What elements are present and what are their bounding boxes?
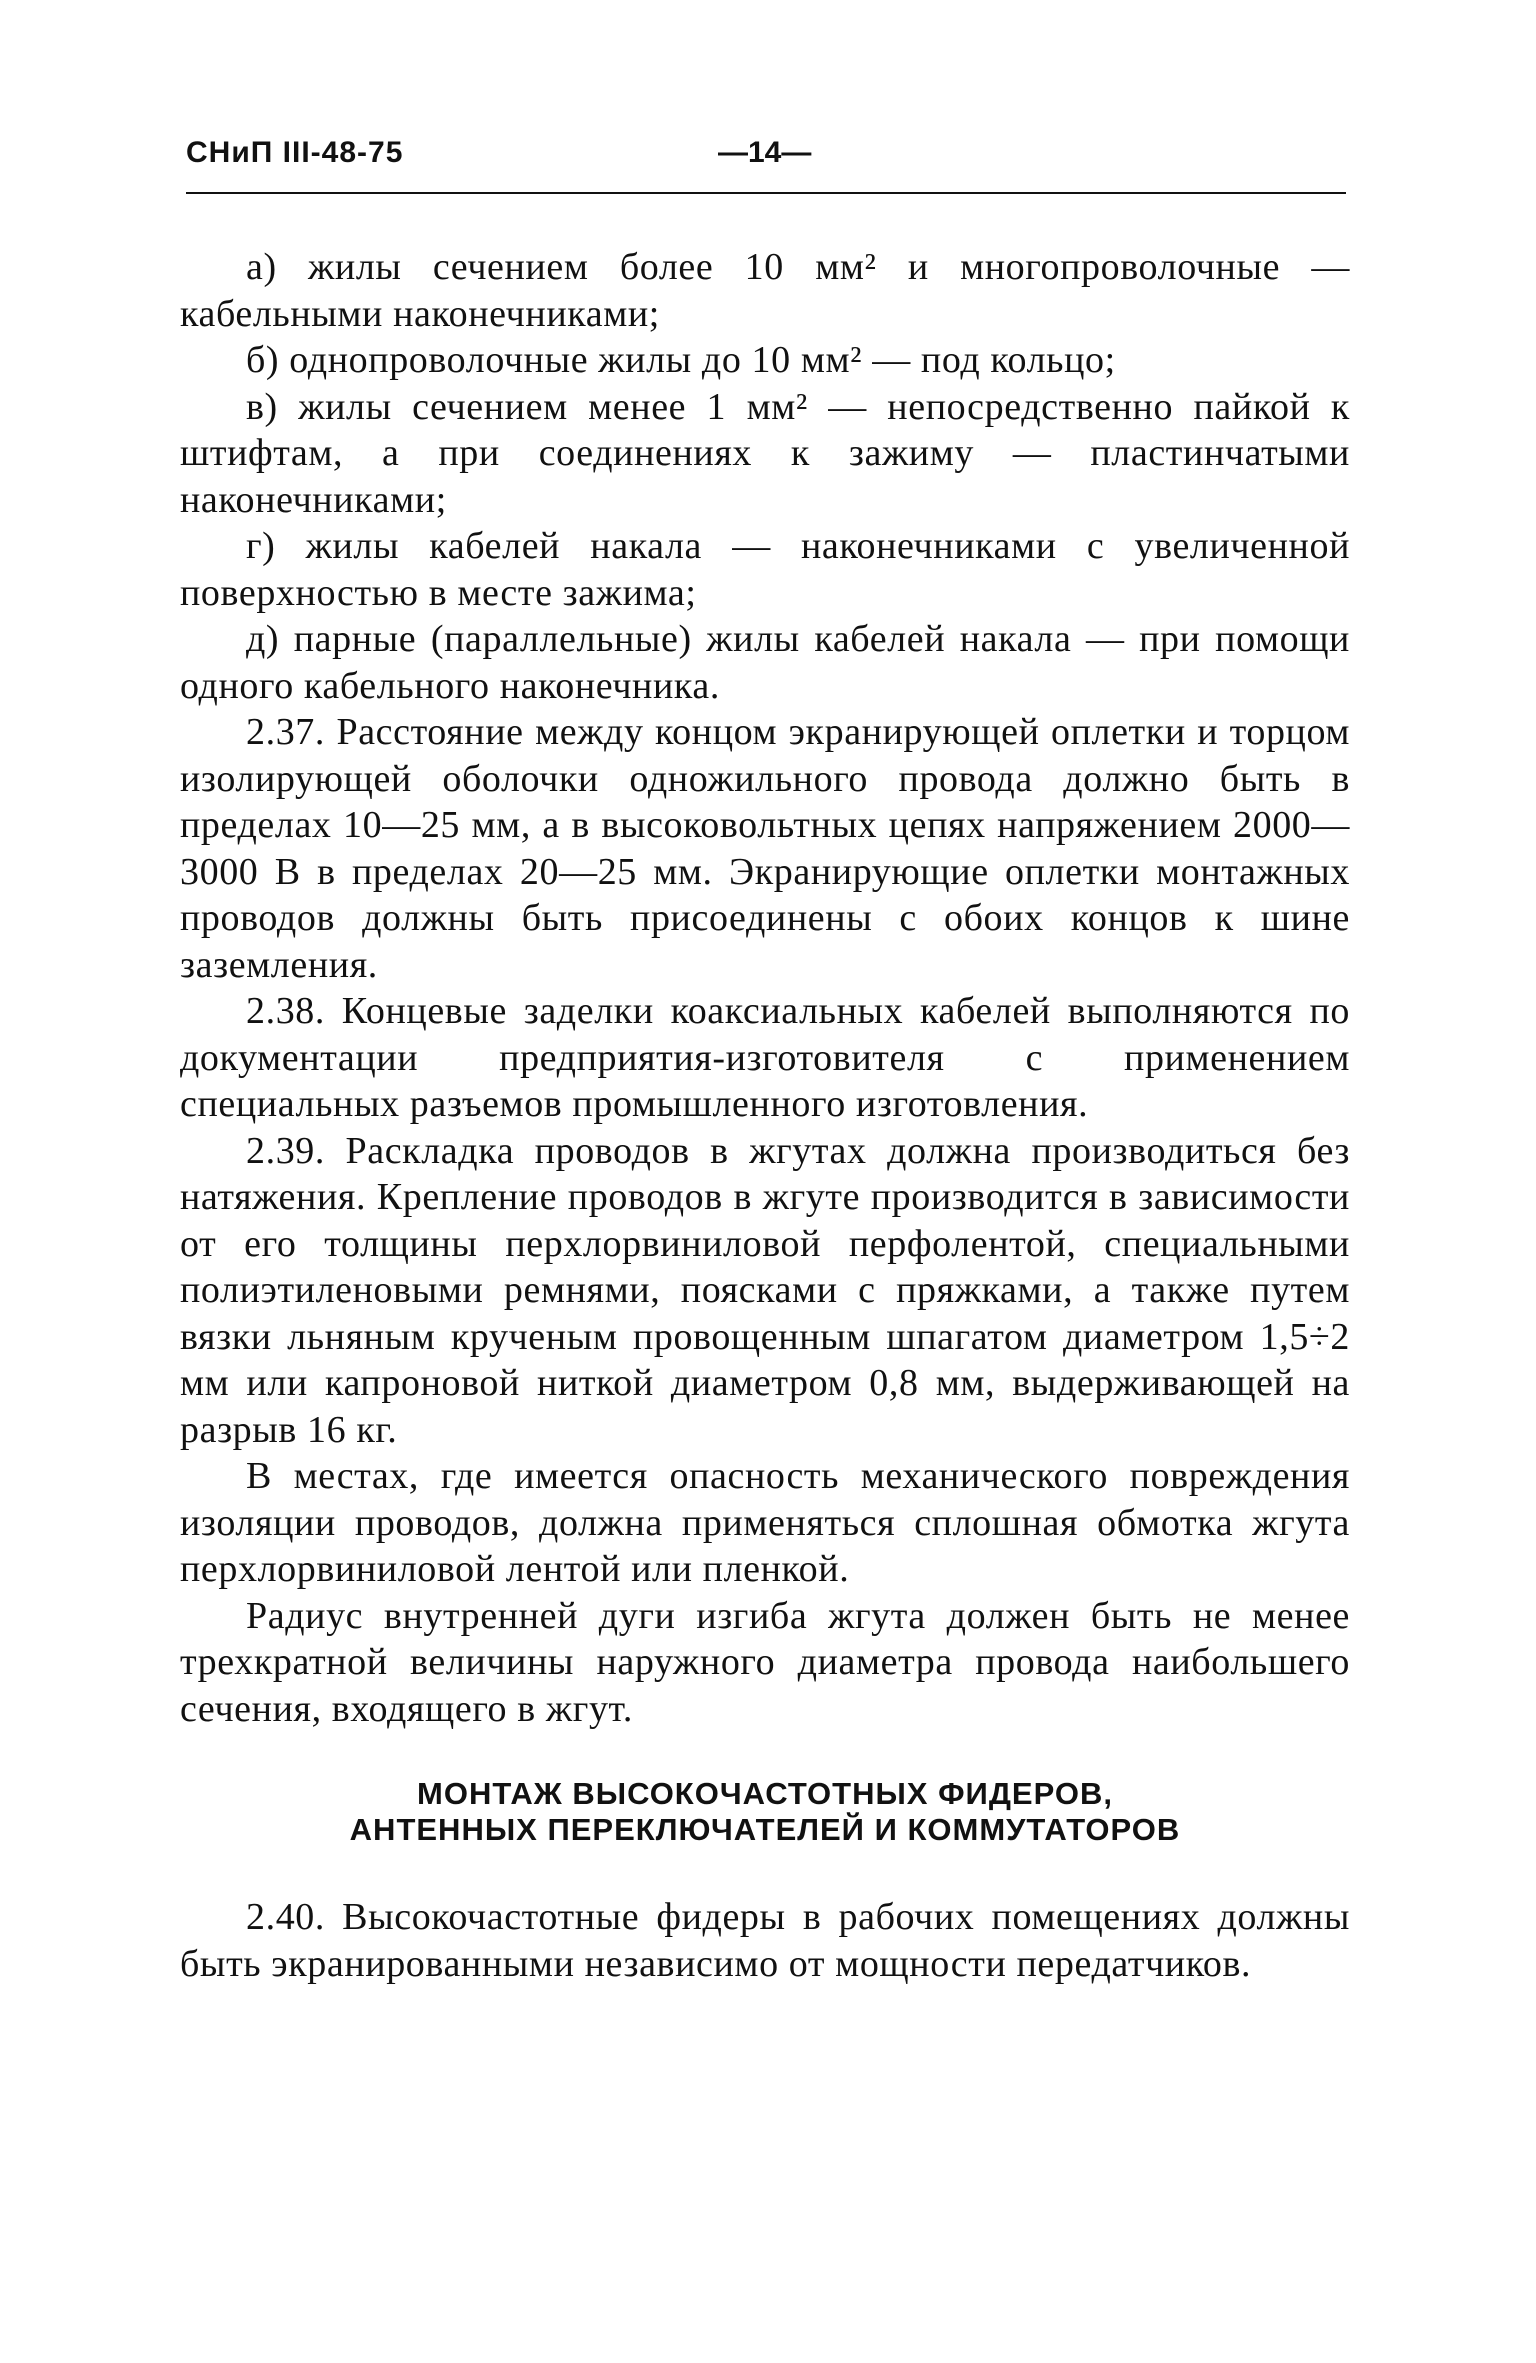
clause-2-38: 2.38. Концевые заделки коаксиальных кабелей выполняются по документации предприятия-изготовителя с применением специальных разъемов промышленного изготовления.	[180, 990, 1350, 1125]
section-heading-line-2: АНТЕННЫХ ПЕРЕКЛЮЧАТЕЛЕЙ И КОММУТАТОРОВ	[349, 1812, 1181, 1847]
list-item-b: б) однопроволочные жилы до 10 мм² — под кольцо;	[246, 339, 1116, 381]
list-item-a: а) жилы сечением более 10 мм² и многопроволочные — кабельными наконечниками;	[180, 246, 1350, 335]
list-item-v: в) жилы сечением менее 1 мм² — непосредственно пайкой к штифтам, а при соединениях к зажиму — пластинчатыми наконечниками;	[180, 385, 1350, 521]
header-rule	[186, 192, 1346, 194]
document-code: СНиП III-48-75	[186, 136, 404, 169]
list-item-d: д) парные (параллельные) жилы кабелей накала — при помощи одного кабельного наконечника.	[180, 618, 1350, 707]
page-number: —14—	[718, 136, 812, 169]
clause-2-37: 2.37. Расстояние между концом экранирующей оплетки и торцом изолирующей оболочки одножильного провода должно быть в пределах 10—25 мм, а в высоковольтных цепях напряжением 2000—3000 В в пределах 20—25 мм. Экранирующие оплетки монтажных проводов должны быть присоединены с обоих концов к шине заземления.	[180, 711, 1350, 986]
clause-2-39-bend-radius-paragraph: Радиус внутренней дуги изгиба жгута должен быть не менее трехкратной величины наружного диаметра провода наибольшего сечения, входящего в жгут.	[180, 1594, 1350, 1730]
document-body	[180, 244, 1350, 1987]
section-heading-line-1: МОНТАЖ ВЫСОКОЧАСТОТНЫХ ФИДЕРОВ,	[417, 1776, 1113, 1811]
section-heading	[180, 1776, 1350, 1848]
clause-2-39: 2.39. Раскладка проводов в жгутах должна производиться без натяжения. Крепление проводов в жгуте производится в зависимости от его толщины перхлорвиниловой перфолентой, специальными полиэтиленовыми ремнями, поясками с пряжками, а также путем вязки льняным крученым провощенным шпагатом диаметром 1,5÷2 мм или капроновой ниткой диаметром 0,8 мм, выдерживающей на разрыв 16 кг.	[180, 1129, 1350, 1451]
list-item-g: г) жилы кабелей накала — наконечниками с увеличенной поверхностью в месте зажима;	[180, 525, 1350, 614]
clause-2-40: 2.40. Высокочастотные фидеры в рабочих помещениях должны быть экранированными независимо от мощности передатчиков.	[180, 1896, 1350, 1985]
clause-2-39-damage-paragraph: В местах, где имеется опасность механического повреждения изоляции проводов, должна применяться сплошная обмотка жгута перхлорвиниловой лентой или пленкой.	[180, 1455, 1350, 1590]
page-header	[186, 136, 1346, 186]
